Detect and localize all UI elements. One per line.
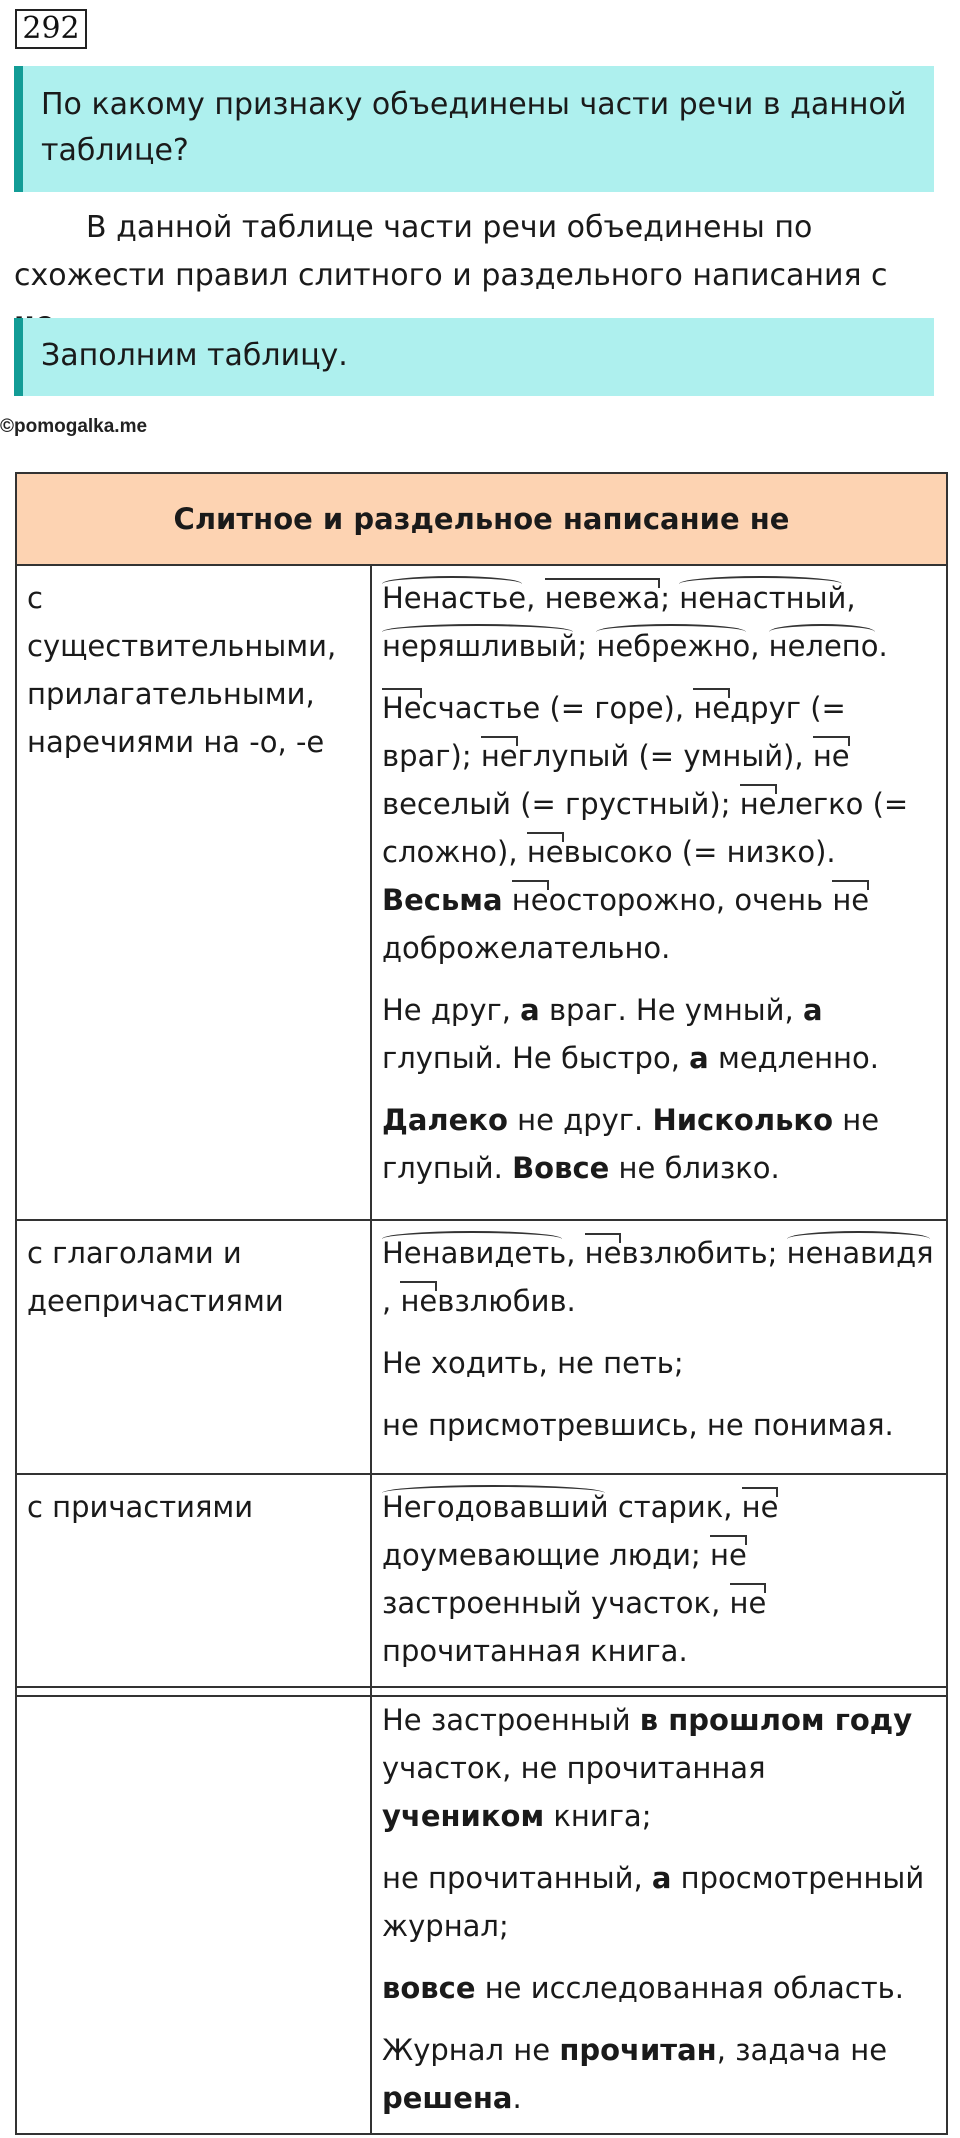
separator: ,	[750, 629, 769, 663]
bold-word: Весьма	[382, 883, 503, 917]
prefix-mark: Не	[382, 684, 422, 732]
example-paragraph	[382, 2026, 936, 2122]
example-text: взлюбить;	[621, 1236, 787, 1270]
example-text: просмотренный журнал;	[382, 1861, 925, 1943]
example-text: глупый (= умный),	[517, 739, 813, 773]
separator: .	[878, 629, 888, 663]
example-text: доброжелательно.	[382, 931, 671, 965]
example-text: взлюбив.	[437, 1284, 576, 1318]
marked-word: ненавидя	[787, 1229, 934, 1277]
category-cell: с причастиями	[16, 1474, 371, 1696]
table-row	[16, 1687, 947, 2134]
bold-word: Далеко	[382, 1103, 508, 1137]
fill-prompt: Заполним таблицу.	[41, 338, 348, 373]
prefix-mark: не	[527, 828, 564, 876]
prefix-mark: не	[832, 876, 869, 924]
example-text: друг (= враг);	[382, 691, 846, 773]
bold-word: Нисколько	[652, 1103, 834, 1137]
example-text: Не друг,	[382, 993, 521, 1027]
prefix-mark: не	[813, 732, 850, 780]
prefix-mark: не	[740, 780, 777, 828]
example-text: глупый. Не быстро,	[382, 1041, 690, 1075]
example-paragraph: не присмотревшись, не понимая.	[382, 1408, 894, 1442]
spelling-table	[15, 472, 948, 1697]
examples-cell	[371, 1687, 947, 2134]
prefix-mark: не	[742, 1483, 779, 1531]
example-text: легко (= сложно),	[382, 787, 909, 869]
bold-word: прочитан	[559, 2033, 717, 2067]
marked-word: ненастный	[679, 574, 846, 622]
prefix-mark: не	[512, 876, 549, 924]
example-text: счастье (= горе),	[421, 691, 694, 725]
example-text: не друг.	[507, 1103, 653, 1137]
example-text: прочитанная книга.	[382, 1634, 688, 1668]
separator: ,	[846, 581, 856, 615]
category-cell	[16, 1687, 371, 2134]
category-cell: с глаголами и деепричастиями	[16, 1220, 371, 1474]
example-text: медленно.	[708, 1041, 879, 1075]
example-text	[503, 883, 512, 917]
marked-word: нелепо	[769, 622, 879, 670]
example-text: не прочитанный,	[382, 1861, 652, 1895]
example-text: не исследованная область.	[475, 1971, 904, 2005]
example-text: враг. Не умный,	[539, 993, 803, 1027]
example-paragraph	[382, 1696, 936, 1840]
bold-word: а	[689, 1041, 709, 1075]
example-text: застроенный участок,	[382, 1586, 730, 1620]
marked-word: невежа	[545, 574, 661, 622]
example-text: .	[512, 2081, 522, 2115]
example-paragraph	[382, 1964, 936, 2012]
spelling-table-continued	[15, 1686, 948, 2135]
question-callout	[14, 66, 934, 192]
table-header: Слитное и раздельное написание не	[16, 473, 947, 565]
bold-word: а	[651, 1861, 672, 1895]
category-cell: с существительными, прилагательными, наречиями на -о, -е	[16, 565, 371, 1220]
marked-word: небрежно	[596, 622, 750, 670]
example-text: участок, не прочитанная	[382, 1751, 766, 1785]
separator: ;	[577, 629, 597, 663]
example-text: не глупый.	[382, 1103, 880, 1185]
example-text: , задача не	[716, 2033, 888, 2067]
task-number: 292	[15, 9, 87, 49]
example-text: веселый (= грустный);	[382, 787, 740, 821]
example-text: высоко (= низко).	[563, 835, 836, 869]
example-paragraph	[382, 1229, 936, 1325]
bold-word: вовсе	[382, 1971, 476, 2005]
bold-word: а	[520, 993, 540, 1027]
bold-word: в прошлом году	[639, 1703, 913, 1737]
example-text: не близко.	[609, 1151, 780, 1185]
separator: ,	[382, 1284, 401, 1318]
watermark: ©pomogalka.me	[0, 416, 148, 437]
examples-cell	[371, 1220, 947, 1474]
separator: ;	[660, 581, 680, 615]
examples-cell	[371, 565, 947, 1220]
example-paragraph	[382, 574, 936, 670]
example-text: книга;	[544, 1799, 652, 1833]
bold-word: а	[802, 993, 823, 1027]
separator: ,	[526, 581, 545, 615]
bold-word: решена	[382, 2081, 513, 2115]
examples-cell	[371, 1474, 947, 1696]
prefix-mark: не	[693, 684, 730, 732]
separator: ,	[566, 1236, 585, 1270]
example-paragraph	[382, 1854, 936, 1950]
prefix-mark: не	[585, 1229, 622, 1277]
bold-word: Вовсе	[512, 1151, 610, 1185]
marked-word: Негодовавший	[382, 1483, 609, 1531]
example-text: старик,	[608, 1490, 742, 1524]
prefix-mark: не	[400, 1277, 437, 1325]
fill-table-callout	[14, 318, 934, 396]
example-text: осторожно, очень	[548, 883, 833, 917]
question-text: По какому признаку объединены части речи в данной таблице?	[41, 87, 907, 168]
example-text: Не застроенный	[382, 1703, 640, 1737]
prefix-mark: не	[481, 732, 518, 780]
example-text: доумевающие люди;	[382, 1538, 711, 1572]
example-paragraph	[382, 1483, 936, 1675]
prefix-mark: не	[730, 1579, 767, 1627]
example-paragraph	[382, 986, 936, 1082]
table-row	[16, 1220, 947, 1474]
marked-word: Ненавидеть	[382, 1229, 566, 1277]
table-row	[16, 565, 947, 1220]
marked-word: Ненастье	[382, 574, 526, 622]
marked-word: неряшливый	[382, 622, 577, 670]
bold-word: учеником	[382, 1799, 545, 1833]
example-paragraph: Не ходить, не петь;	[382, 1346, 684, 1380]
example-text: Журнал не	[382, 2033, 560, 2067]
table-row	[16, 1474, 947, 1696]
answer-text: В данной таблице части речи объединены по схожести правил слитного и раздельного написания с	[14, 210, 888, 293]
example-paragraph	[382, 684, 936, 972]
example-paragraph	[382, 1096, 936, 1192]
prefix-mark: не	[710, 1531, 747, 1579]
